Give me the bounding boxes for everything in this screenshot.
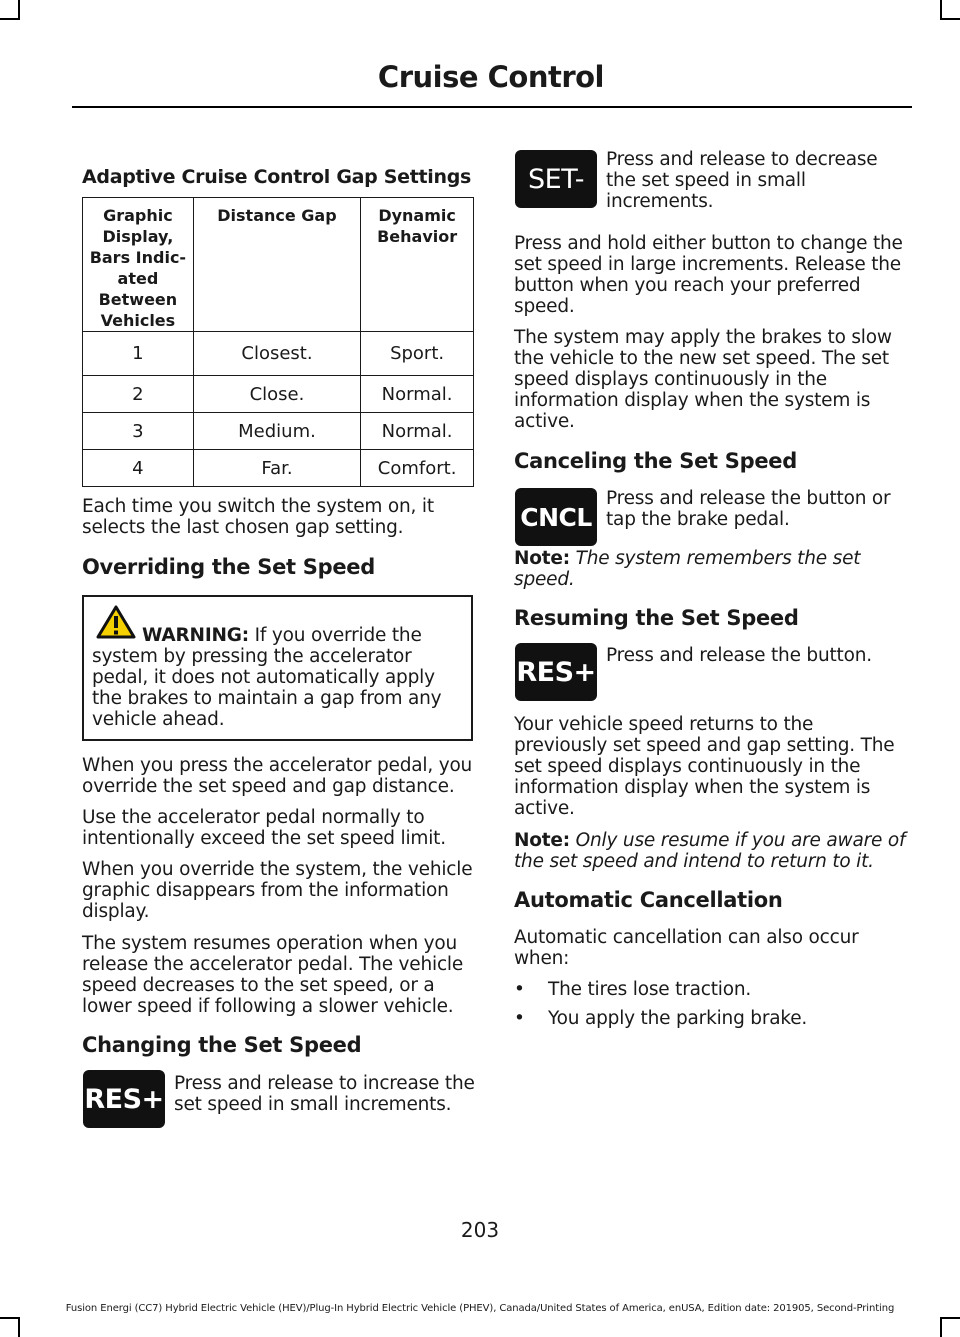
crop-mark: [940, 1317, 942, 1337]
res-plus-button-icon: RES+: [83, 1070, 165, 1128]
section-heading: Canceling the Set Speed: [514, 449, 797, 473]
table-cell: Close.: [193, 376, 360, 413]
note-label: Note:: [514, 548, 570, 569]
crop-mark: [940, 1317, 960, 1319]
crop-mark: [0, 18, 20, 20]
page-number: 203: [460, 1218, 500, 1242]
paragraph: Use the accelerator pedal normally to intentionally exceed the set speed limit.: [82, 807, 446, 849]
bullet-marker: •: [514, 979, 525, 1000]
paragraph: Your vehicle speed returns to the previously set speed and gap setting. The set speed displays continuously in the information display when the system is active.: [514, 714, 895, 819]
table-header-cell: Graphic Display, Bars Indic- ated Between Vehicles: [83, 198, 194, 332]
note-text: The system remembers the set speed.: [514, 548, 861, 590]
paragraph: Press and hold either button to change the set speed in large increments. Release the button when you reach your preferred speed.: [514, 233, 903, 317]
table-header-cell: Distance Gap: [193, 198, 360, 332]
crop-mark: [940, 18, 960, 20]
table-cell: Medium.: [193, 413, 360, 450]
table-cell: Sport.: [361, 332, 474, 376]
table-row: [83, 376, 474, 413]
warning-box: [82, 595, 473, 741]
paragraph: The system may apply the brakes to slow the vehicle to the new set speed. The set speed displays continuously in the information display when the system is active.: [514, 327, 892, 432]
table-header-cell: Dynamic Behavior: [361, 198, 474, 332]
warning-text: [92, 625, 464, 730]
paragraph: Press and release the button or tap the brake pedal.: [606, 488, 891, 530]
paragraph: Press and release to increase the set speed in small increments.: [174, 1073, 475, 1115]
table-cell: Closest.: [193, 332, 360, 376]
note-label: Note:: [514, 830, 570, 851]
section-heading: Automatic Cancellation: [514, 888, 783, 912]
paragraph: Automatic cancellation can also occur when:: [514, 927, 859, 969]
table-cell: Comfort.: [361, 450, 474, 487]
set-minus-button-icon: SET-: [515, 150, 597, 208]
section-heading: Changing the Set Speed: [82, 1033, 362, 1057]
table-title: Adaptive Cruise Control Gap Settings: [82, 166, 472, 188]
table-row: [83, 413, 474, 450]
paragraph: When you press the accelerator pedal, you override the set speed and gap distance.: [82, 755, 473, 797]
note-text: Only use resume if you are aware of the set speed and intend to return to it.: [514, 830, 906, 872]
table-cell: 4: [83, 450, 194, 487]
section-heading: Overriding the Set Speed: [82, 555, 375, 579]
header-divider: [72, 106, 912, 108]
paragraph: The system resumes operation when you release the accelerator pedal. The vehicle speed decreases to the set speed, or a lower speed if following a slower vehicle.: [82, 933, 464, 1017]
page-title: Cruise Control: [377, 60, 604, 94]
footer-text: Fusion Energi (CC7) Hybrid Electric Vehicle (HEV)/Plug-In Hybrid Electric Vehicle (PHEV), Canada/United States of America, enUSA, Edition date: 201905, Second-Printing: [65, 1303, 895, 1314]
table-cell: Far.: [193, 450, 360, 487]
gap-settings-table: [82, 197, 474, 487]
paragraph: Press and release the button.: [606, 645, 872, 666]
list-item: You apply the parking brake.: [548, 1008, 808, 1029]
bullet-marker: •: [514, 1008, 525, 1029]
warning-label: WARNING:: [142, 625, 249, 646]
table-row: [83, 450, 474, 487]
warning-body: If you override the system by pressing the accelerator pedal, it does not automatically apply the brakes to maintain a gap from any vehicle ahead.: [92, 625, 442, 730]
paragraph: When you override the system, the vehicle graphic disappears from the information display.: [82, 859, 473, 922]
crop-mark: [18, 1317, 20, 1337]
table-row: [83, 332, 474, 376]
table-cell: 3: [83, 413, 194, 450]
res-plus-button-icon: RES+: [515, 643, 597, 701]
crop-mark: [0, 1317, 20, 1319]
crop-mark: [18, 0, 20, 20]
paragraph: Each time you switch the system on, it selects the last chosen gap setting.: [82, 496, 434, 538]
table-cell: 1: [83, 332, 194, 376]
table-cell: 2: [83, 376, 194, 413]
note: [514, 548, 904, 590]
table-cell: Normal.: [361, 376, 474, 413]
section-heading: Resuming the Set Speed: [514, 606, 799, 630]
cncl-button-icon: CNCL: [515, 488, 597, 546]
list-item: The tires lose traction.: [548, 979, 752, 1000]
note: [514, 830, 912, 872]
paragraph: Press and release to decrease the set speed in small increments.: [606, 149, 878, 212]
crop-mark: [940, 0, 942, 20]
table-cell: Normal.: [361, 413, 474, 450]
